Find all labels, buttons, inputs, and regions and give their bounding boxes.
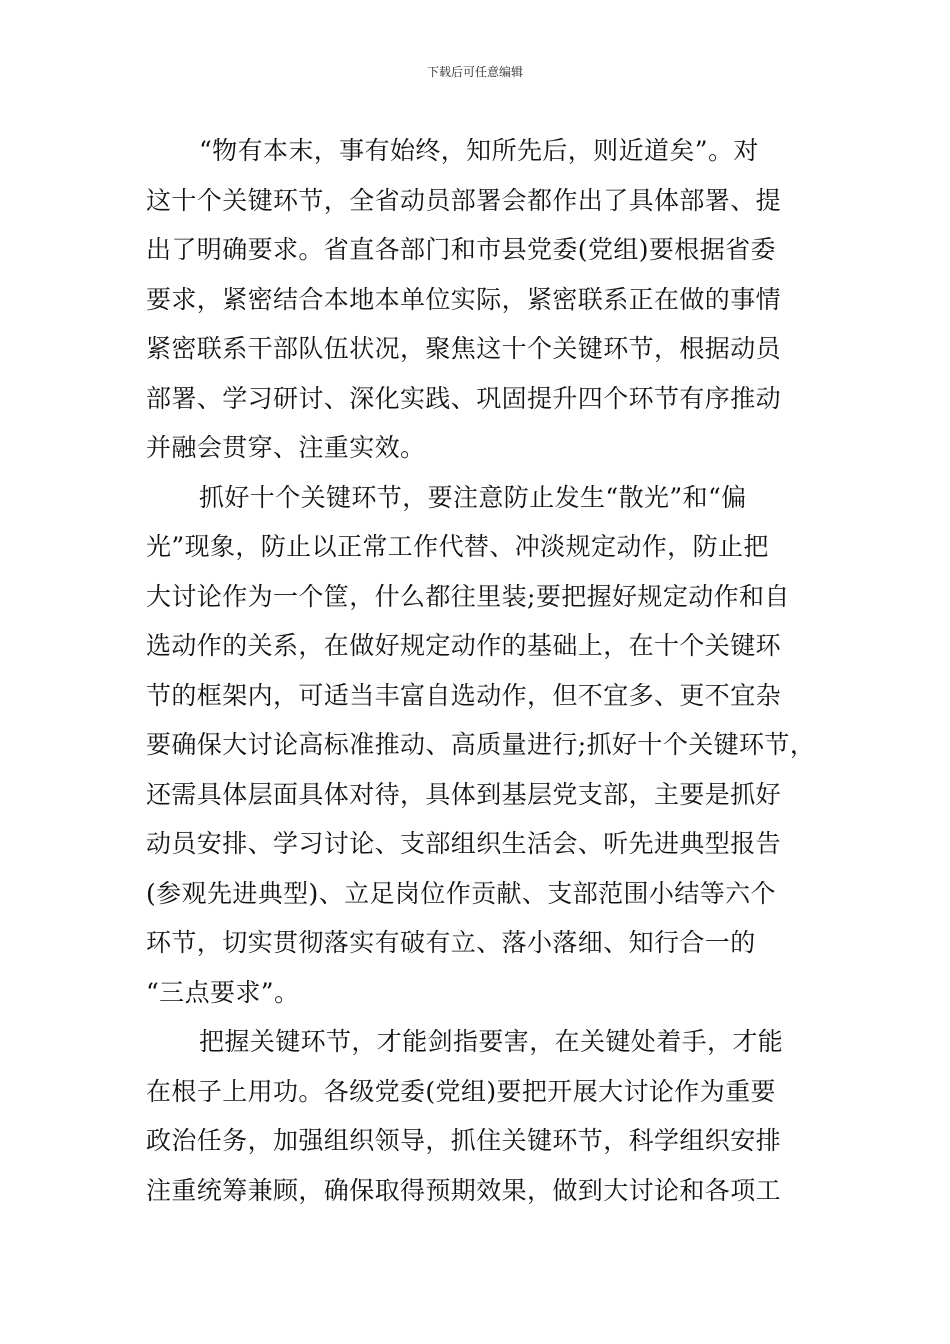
- paragraph-2-line-1: 抓好十个关键环节，要注意防止发生“散光”和“偏: [199, 482, 747, 512]
- paragraph-2-line-7: 还需具体层面具体对待，具体到基层党支部，主要是抓好: [146, 779, 782, 809]
- paragraph-2-line-4: 选动作的关系，在做好规定动作的基础上，在十个关键环: [146, 631, 782, 660]
- paragraph-1-line-2: 这十个关键环节，全省动员部署会都作出了具体部署、提: [146, 185, 782, 215]
- paragraph-2-line-2: 光”现象，防止以正常工作代替、冲淡规定动作，防止把: [146, 532, 769, 561]
- document-body: [146, 126, 816, 1215]
- paragraph-3-line-1: 把握关键环节，才能剑指要害，在关键处着手，才能: [199, 1027, 784, 1056]
- paragraph-3-line-2: 在根子上用功。各级党委(党组)要把开展大讨论作为重要: [146, 1076, 776, 1106]
- paragraph-2-line-9: (参观先进典型)、立足岗位作贡献、支部范围小结等六个: [146, 878, 776, 908]
- paragraph-1-line-1: “物有本末，事有始终，知所先后，则近道矣”。对: [199, 136, 759, 165]
- paragraph-1-line-4: 要求，紧密结合本地本单位实际，紧密联系正在做的事情: [146, 284, 782, 314]
- paragraph-1-line-5: 紧密联系干部队伍状况，聚焦这十个关键环节，根据动员: [146, 334, 782, 363]
- paragraph-3-line-3: 政治任务，加强组织领导，抓住关键环节，科学组织安排: [146, 1126, 782, 1155]
- paragraph-2-line-5: 节的框架内，可适当丰富自选动作，但不宜多、更不宜杂: [146, 680, 782, 710]
- paragraph-1-line-3: 出了明确要求。省直各部门和市县党委(党组)要根据省委: [146, 235, 776, 264]
- paragraph-1-line-7: 并融会贯穿、注重实效。: [146, 433, 426, 462]
- paragraph-2-line-11: “三点要求”。: [146, 977, 300, 1007]
- paragraph-2-line-8: 动员安排、学习讨论、支部组织生活会、听先进典型报告: [146, 829, 782, 858]
- paragraph-1-line-6: 部署、学习研讨、深化实践、巩固提升四个环节有序推动: [146, 383, 782, 413]
- paragraph-2-line-3: 大讨论作为一个筐，什么都往里装;要把握好规定动作和自: [146, 581, 790, 611]
- paragraph-3-line-4: 注重统筹兼顾，确保取得预期效果，做到大讨论和各项工: [146, 1175, 782, 1205]
- page-header: 下载后可任意编辑: [426, 65, 523, 79]
- paragraph-2-line-6: 要确保大讨论高标准推动、高质量进行;抓好十个关键环节，: [146, 730, 816, 759]
- paragraph-2-line-10: 环节，切实贯彻落实有破有立、落小落细、知行合一的: [146, 928, 756, 957]
